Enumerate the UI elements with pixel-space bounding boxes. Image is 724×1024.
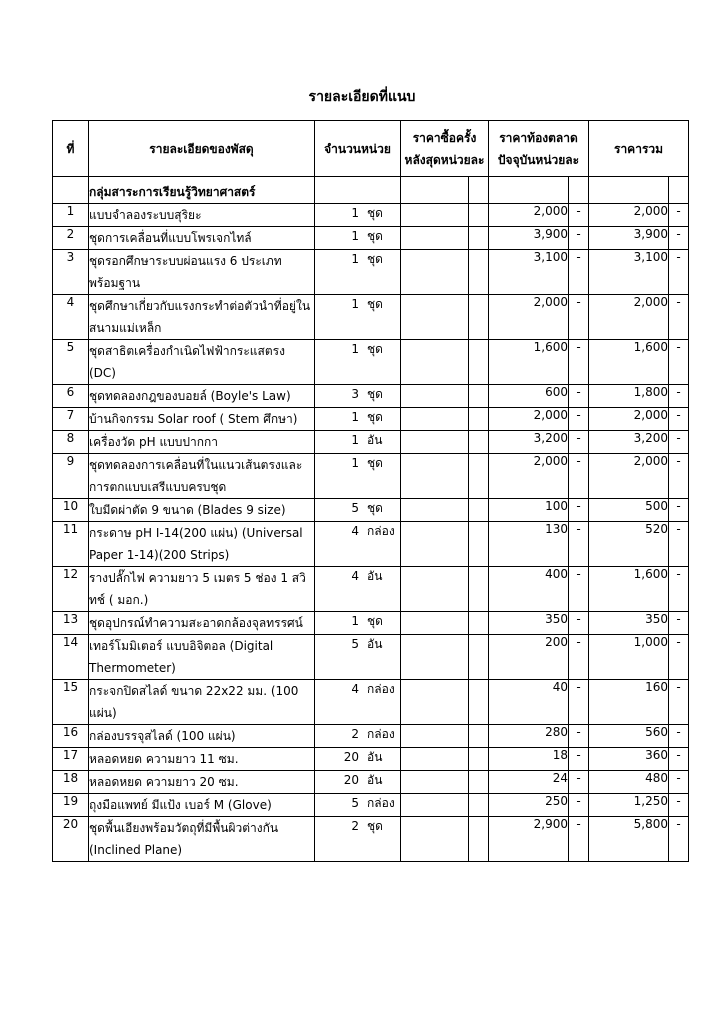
item-qty-unit: ชุด — [367, 614, 383, 628]
item-last-price-sub — [469, 771, 489, 794]
item-last-price-sub — [469, 227, 489, 250]
item-qty-number: 1 — [351, 456, 359, 470]
table-row — [53, 567, 689, 612]
item-last-price — [401, 771, 469, 794]
table-row — [53, 227, 689, 250]
header-last-price — [401, 121, 489, 177]
item-market-price: 18 — [489, 748, 569, 771]
item-quantity — [315, 725, 401, 748]
header-last-price-line2: หลังสุดหน่วยละ — [404, 152, 485, 167]
item-qty-unit: ชุด — [367, 501, 383, 515]
page-title: รายละเอียดที่แนบ — [308, 89, 416, 105]
item-qty-unit: อัน — [367, 750, 383, 764]
item-quantity — [315, 748, 401, 771]
item-qty-number: 1 — [351, 297, 359, 311]
item-last-price-sub — [469, 295, 489, 340]
item-market-price-sub: - — [569, 748, 589, 771]
item-total-sub: - — [669, 680, 689, 725]
item-total: 3,100 — [589, 250, 669, 295]
header-row — [53, 121, 689, 177]
group-label: กลุ่มสาระการเรียนรู้วิทยาศาสตร์ — [89, 177, 315, 204]
item-market-price: 3,100 — [489, 250, 569, 295]
item-no: 5 — [53, 340, 89, 385]
item-no: 18 — [53, 771, 89, 794]
item-no: 15 — [53, 680, 89, 725]
item-market-price: 3,200 — [489, 431, 569, 454]
item-last-price — [401, 408, 469, 431]
item-no: 17 — [53, 748, 89, 771]
item-last-price-sub — [469, 250, 489, 295]
item-market-price: 350 — [489, 612, 569, 635]
table-row — [53, 771, 689, 794]
header-last-price-line1: ราคาซื้อครั้ง — [412, 130, 477, 145]
item-market-price: 100 — [489, 499, 569, 522]
item-total-sub: - — [669, 408, 689, 431]
item-total: 560 — [589, 725, 669, 748]
item-market-price-sub: - — [569, 295, 589, 340]
item-total-sub: - — [669, 454, 689, 499]
item-quantity — [315, 680, 401, 725]
item-last-price-sub — [469, 431, 489, 454]
item-description: ชุดการเคลื่อนที่แบบโพรเจกไทล์ — [89, 227, 315, 250]
item-description: บ้านกิจกรรม Solar roof ( Stem ศึกษา) — [89, 408, 315, 431]
item-last-price-sub — [469, 385, 489, 408]
item-qty-number: 20 — [343, 773, 359, 787]
item-no: 16 — [53, 725, 89, 748]
item-total: 520 — [589, 522, 669, 567]
item-qty-number: 1 — [351, 229, 359, 243]
item-description: ชุดทดลองการเคลื่อนที่ในแนวเส้นตรงและการตกแบบเสรีแบบครบชุด — [89, 454, 315, 499]
table-row — [53, 385, 689, 408]
item-qty-number: 1 — [351, 410, 359, 424]
item-qty-unit: กล่อง — [367, 727, 395, 741]
item-no: 10 — [53, 499, 89, 522]
item-last-price — [401, 635, 469, 680]
table-row — [53, 295, 689, 340]
item-no: 14 — [53, 635, 89, 680]
item-qty-unit: ชุด — [367, 819, 383, 833]
item-last-price-sub — [469, 612, 489, 635]
item-market-price: 280 — [489, 725, 569, 748]
item-total-sub: - — [669, 522, 689, 567]
item-description: รางปลั๊กไฟ ความยาว 5 เมตร 5 ช่อง 1 สวิทช์ ( มอก.) — [89, 567, 315, 612]
item-qty-number: 5 — [351, 501, 359, 515]
header-market-price — [489, 121, 589, 177]
item-total: 480 — [589, 771, 669, 794]
item-qty-unit: ชุด — [367, 410, 383, 424]
item-last-price-sub — [469, 454, 489, 499]
item-total: 1,800 — [589, 385, 669, 408]
item-total: 1,600 — [589, 567, 669, 612]
item-quantity — [315, 250, 401, 295]
item-last-price — [401, 522, 469, 567]
item-qty-unit: ชุด — [367, 342, 383, 356]
item-qty-number: 5 — [351, 796, 359, 810]
item-last-price-sub — [469, 340, 489, 385]
item-last-price-sub — [469, 817, 489, 862]
item-qty-unit: กล่อง — [367, 796, 395, 810]
header-total: ราคารวม — [589, 121, 689, 177]
item-last-price-sub — [469, 499, 489, 522]
item-market-price-sub: - — [569, 250, 589, 295]
item-description: กล่องบรรจุสไลด์ (100 แผ่น) — [89, 725, 315, 748]
item-last-price — [401, 295, 469, 340]
item-quantity — [315, 295, 401, 340]
item-market-price-sub: - — [569, 408, 589, 431]
item-description: ชุดทดลองกฎของบอยล์ (Boyle's Law) — [89, 385, 315, 408]
item-quantity — [315, 794, 401, 817]
item-total: 3,900 — [589, 227, 669, 250]
item-total-sub: - — [669, 748, 689, 771]
item-market-price-sub: - — [569, 499, 589, 522]
item-last-price-sub — [469, 725, 489, 748]
table-row — [53, 340, 689, 385]
item-market-price: 2,000 — [489, 454, 569, 499]
item-market-price-sub: - — [569, 771, 589, 794]
table-row — [53, 408, 689, 431]
item-last-price — [401, 567, 469, 612]
item-last-price-sub — [469, 680, 489, 725]
item-market-price-sub: - — [569, 454, 589, 499]
item-qty-number: 4 — [351, 682, 359, 696]
item-market-price-sub: - — [569, 725, 589, 748]
item-qty-unit: ชุด — [367, 206, 383, 220]
item-no: 3 — [53, 250, 89, 295]
item-no: 6 — [53, 385, 89, 408]
item-total-sub: - — [669, 635, 689, 680]
item-quantity — [315, 612, 401, 635]
item-qty-unit: อัน — [367, 637, 383, 651]
item-quantity — [315, 454, 401, 499]
item-total: 3,200 — [589, 431, 669, 454]
item-qty-unit: กล่อง — [367, 682, 395, 696]
item-quantity — [315, 499, 401, 522]
item-market-price: 2,000 — [489, 204, 569, 227]
item-total-sub: - — [669, 499, 689, 522]
item-last-price — [401, 680, 469, 725]
item-total: 2,000 — [589, 295, 669, 340]
item-market-price-sub: - — [569, 817, 589, 862]
header-no: ที่ — [53, 121, 89, 177]
item-qty-number: 1 — [351, 252, 359, 266]
table-row — [53, 612, 689, 635]
item-total-sub: - — [669, 385, 689, 408]
item-qty-unit: อัน — [367, 569, 383, 583]
item-total-sub: - — [669, 340, 689, 385]
item-quantity — [315, 771, 401, 794]
item-total-sub: - — [669, 771, 689, 794]
item-qty-number: 2 — [351, 819, 359, 833]
item-quantity — [315, 408, 401, 431]
item-total: 1,250 — [589, 794, 669, 817]
item-total: 2,000 — [589, 204, 669, 227]
item-total: 1,000 — [589, 635, 669, 680]
item-qty-unit: ชุด — [367, 456, 383, 470]
header-market-price-line1: ราคาท้องตลาด — [499, 130, 578, 145]
item-last-price — [401, 454, 469, 499]
item-qty-number: 3 — [351, 387, 359, 401]
item-market-price-sub: - — [569, 522, 589, 567]
item-total-sub: - — [669, 794, 689, 817]
item-last-price — [401, 725, 469, 748]
item-qty-number: 4 — [351, 569, 359, 583]
header-quantity: จำนวนหน่วย — [315, 121, 401, 177]
item-last-price — [401, 385, 469, 408]
item-description: ชุดพื้นเอียงพร้อมวัตถุที่มีพื้นผิวต่างกัน (Inclined Plane) — [89, 817, 315, 862]
item-market-price: 2,000 — [489, 408, 569, 431]
item-description: ชุดสาธิตเครื่องกำเนิดไฟฟ้ากระแสตรง (DC) — [89, 340, 315, 385]
item-last-price-sub — [469, 794, 489, 817]
item-total: 1,600 — [589, 340, 669, 385]
header-market-price-line2: ปัจจุบันหน่วยละ — [497, 152, 580, 167]
item-qty-unit: ชุด — [367, 229, 383, 243]
item-no: 11 — [53, 522, 89, 567]
item-description: เครื่องวัด pH แบบปากกา — [89, 431, 315, 454]
item-total: 2,000 — [589, 454, 669, 499]
item-market-price: 24 — [489, 771, 569, 794]
item-quantity — [315, 431, 401, 454]
item-last-price-sub — [469, 635, 489, 680]
item-qty-unit: กล่อง — [367, 524, 395, 538]
item-last-price — [401, 431, 469, 454]
item-qty-number: 4 — [351, 524, 359, 538]
item-total-sub: - — [669, 295, 689, 340]
table-row — [53, 250, 689, 295]
item-qty-unit: ชุด — [367, 252, 383, 266]
table-row — [53, 454, 689, 499]
item-description: เทอร์โมมิเตอร์ แบบอิจิตอล (Digital Thermometer) — [89, 635, 315, 680]
item-total-sub: - — [669, 817, 689, 862]
item-last-price-sub — [469, 204, 489, 227]
item-market-price-sub: - — [569, 680, 589, 725]
group-row — [53, 177, 689, 204]
item-qty-number: 5 — [351, 637, 359, 651]
item-last-price — [401, 794, 469, 817]
item-qty-number: 2 — [351, 727, 359, 741]
item-market-price: 130 — [489, 522, 569, 567]
item-total-sub: - — [669, 567, 689, 612]
item-market-price: 1,600 — [489, 340, 569, 385]
item-description: กระจกปิดสไลด์ ขนาด 22x22 มม. (100 แผ่น) — [89, 680, 315, 725]
item-last-price-sub — [469, 748, 489, 771]
item-total: 5,800 — [589, 817, 669, 862]
item-quantity — [315, 635, 401, 680]
item-market-price: 2,900 — [489, 817, 569, 862]
item-description: ชุดอุปกรณ์ทำความสะอาดกล้องจุลทรรศน์ — [89, 612, 315, 635]
item-last-price-sub — [469, 522, 489, 567]
item-total-sub: - — [669, 431, 689, 454]
item-total: 350 — [589, 612, 669, 635]
table-row — [53, 725, 689, 748]
item-market-price-sub: - — [569, 635, 589, 680]
item-no: 20 — [53, 817, 89, 862]
item-description: แบบจำลองระบบสุริยะ — [89, 204, 315, 227]
item-total-sub: - — [669, 204, 689, 227]
item-qty-unit: ชุด — [367, 387, 383, 401]
item-market-price-sub: - — [569, 431, 589, 454]
item-market-price-sub: - — [569, 567, 589, 612]
item-total: 500 — [589, 499, 669, 522]
item-last-price — [401, 499, 469, 522]
item-description: ชุดศึกษาเกี่ยวกับแรงกระทำต่อตัวนำที่อยู่ในสนามแม่เหล็ก — [89, 295, 315, 340]
item-no: 1 — [53, 204, 89, 227]
item-description: หลอดหยด ความยาว 11 ซม. — [89, 748, 315, 771]
item-no: 8 — [53, 431, 89, 454]
item-qty-number: 1 — [351, 614, 359, 628]
item-total-sub: - — [669, 227, 689, 250]
item-quantity — [315, 567, 401, 612]
item-description: ถุงมือแพทย์ มีแป้ง เบอร์ M (Glove) — [89, 794, 315, 817]
item-last-price — [401, 204, 469, 227]
header-description: รายละเอียดของพัสดุ — [89, 121, 315, 177]
item-last-price-sub — [469, 567, 489, 612]
table-row — [53, 431, 689, 454]
item-market-price-sub: - — [569, 385, 589, 408]
item-quantity — [315, 385, 401, 408]
item-total: 360 — [589, 748, 669, 771]
item-last-price — [401, 250, 469, 295]
table-row — [53, 499, 689, 522]
item-description: กระดาษ pH I-14(200 แผ่น) (Universal Paper 1-14)(200 Strips) — [89, 522, 315, 567]
item-total-sub: - — [669, 612, 689, 635]
item-qty-number: 1 — [351, 342, 359, 356]
item-last-price — [401, 817, 469, 862]
item-total-sub: - — [669, 725, 689, 748]
item-market-price: 250 — [489, 794, 569, 817]
item-no: 19 — [53, 794, 89, 817]
item-qty-number: 20 — [343, 750, 359, 764]
item-total-sub: - — [669, 250, 689, 295]
item-description: ใบมีดผ่าตัด 9 ขนาด (Blades 9 size) — [89, 499, 315, 522]
item-market-price-sub: - — [569, 340, 589, 385]
item-no: 12 — [53, 567, 89, 612]
table-row — [53, 635, 689, 680]
item-no: 4 — [53, 295, 89, 340]
item-market-price: 3,900 — [489, 227, 569, 250]
item-last-price — [401, 612, 469, 635]
table-row — [53, 817, 689, 862]
item-last-price — [401, 227, 469, 250]
item-qty-unit: ชุด — [367, 297, 383, 311]
items-table — [52, 120, 689, 862]
item-last-price — [401, 340, 469, 385]
item-description: หลอดหยด ความยาว 20 ซม. — [89, 771, 315, 794]
item-qty-unit: อัน — [367, 433, 383, 447]
item-market-price: 40 — [489, 680, 569, 725]
table-row — [53, 794, 689, 817]
item-no: 13 — [53, 612, 89, 635]
item-no: 9 — [53, 454, 89, 499]
item-market-price: 200 — [489, 635, 569, 680]
item-quantity — [315, 204, 401, 227]
item-market-price: 600 — [489, 385, 569, 408]
table-row — [53, 748, 689, 771]
item-description: ชุดรอกศึกษาระบบผ่อนแรง 6 ประเภท พร้อมฐาน — [89, 250, 315, 295]
item-quantity — [315, 227, 401, 250]
item-qty-unit: อัน — [367, 773, 383, 787]
item-market-price-sub: - — [569, 794, 589, 817]
table-row — [53, 204, 689, 227]
item-total: 2,000 — [589, 408, 669, 431]
item-market-price: 2,000 — [489, 295, 569, 340]
item-market-price-sub: - — [569, 204, 589, 227]
table-row — [53, 522, 689, 567]
item-last-price — [401, 748, 469, 771]
item-qty-number: 1 — [351, 433, 359, 447]
item-quantity — [315, 817, 401, 862]
item-quantity — [315, 522, 401, 567]
item-no: 2 — [53, 227, 89, 250]
table-row — [53, 680, 689, 725]
item-market-price-sub: - — [569, 612, 589, 635]
item-quantity — [315, 340, 401, 385]
item-total: 160 — [589, 680, 669, 725]
item-qty-number: 1 — [351, 206, 359, 220]
item-market-price-sub: - — [569, 227, 589, 250]
item-last-price-sub — [469, 408, 489, 431]
item-no: 7 — [53, 408, 89, 431]
item-market-price: 400 — [489, 567, 569, 612]
